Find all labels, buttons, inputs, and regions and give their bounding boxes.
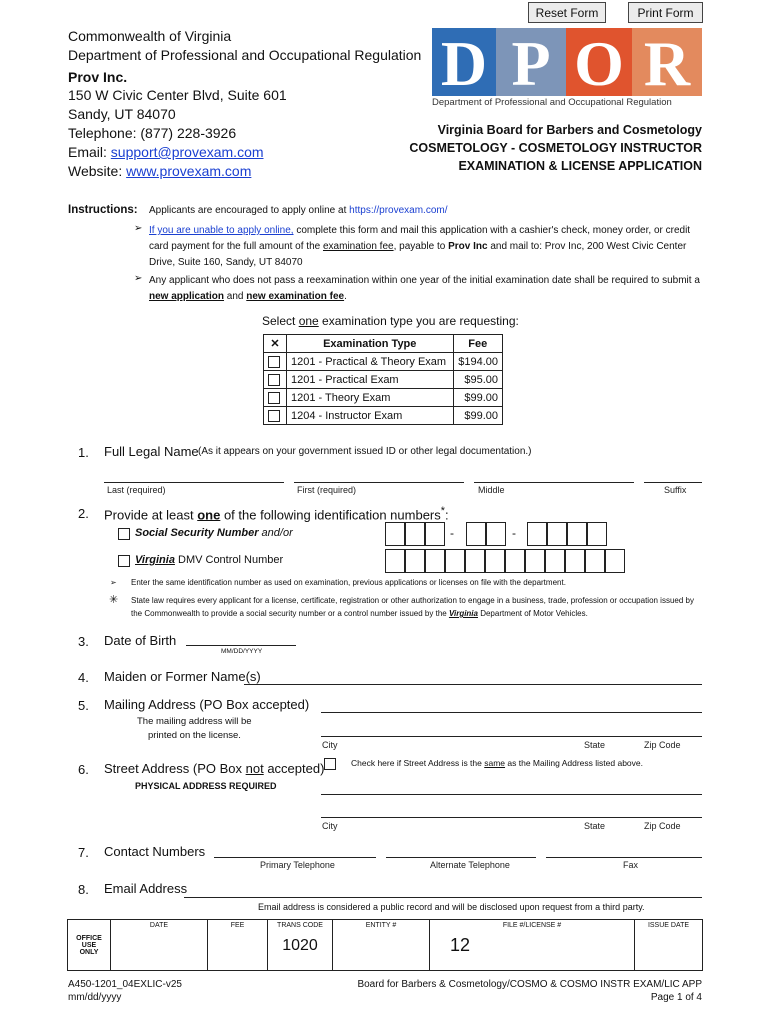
q2-star: *	[440, 505, 445, 517]
dmv-label	[135, 554, 283, 566]
q3-label: Date of Birth	[104, 633, 177, 648]
ssn-label	[135, 527, 293, 539]
dmv-digit-box[interactable]	[385, 549, 405, 573]
office-date-label: DATE	[149, 922, 169, 929]
note2-a: State law requires every applicant for a license, certificate, registration or other authorization to engage in a business, trade, profession or occupation issued by the Commonwealth to provide a social security number or a control number issued by the	[131, 596, 694, 618]
exam-checkbox-cell	[264, 353, 287, 371]
suffix-field[interactable]	[644, 482, 702, 483]
b2-fee: new examination fee	[246, 291, 345, 302]
table-row	[68, 920, 703, 971]
last-name-caption: Last (required)	[107, 485, 166, 495]
exam-checkbox-3[interactable]	[268, 392, 280, 404]
reset-form-button[interactable]: Reset Form	[528, 2, 606, 23]
exam-type-header: Examination Type	[287, 335, 454, 353]
b1-text-a: complete this form and mail this application with a cashier's check, money order, or credit card payment for the full amount of the	[149, 225, 691, 252]
q8-label: Email Address	[104, 881, 188, 896]
office-fee-cell	[208, 920, 268, 971]
provexam-link[interactable]: https://provexam.com/	[349, 205, 448, 216]
q5-label: Mailing Address (PO Box accepted)	[104, 697, 310, 712]
q5-note-2: printed on the license.	[148, 730, 241, 741]
ssn-digit-box[interactable]	[587, 522, 607, 546]
b2-text-c: .	[344, 291, 347, 302]
check-same: same	[484, 758, 506, 768]
q4-label: Maiden or Former Name(s)	[104, 669, 261, 684]
exam-fee: $95.00	[453, 371, 503, 389]
q5-note-1: The mailing address will be	[137, 716, 252, 727]
check-b: as the Mailing Address listed above.	[505, 758, 643, 768]
mailing-state-caption: State	[584, 740, 606, 750]
dmv-digit-box[interactable]	[445, 549, 465, 573]
ssn-checkbox[interactable]	[118, 528, 130, 540]
q5-number: 5.	[78, 698, 89, 713]
logo-letter-p: P	[496, 28, 566, 96]
ssn-digit-box[interactable]	[425, 522, 445, 546]
logo-letter-o: O	[566, 28, 632, 96]
q2-colon: :	[444, 507, 449, 523]
prompt-b: examination type you are requesting:	[318, 314, 519, 328]
q1-note: (As it appears on your government issued ID or other legal documentation.)	[198, 446, 532, 457]
exam-checkbox-2[interactable]	[268, 374, 280, 386]
q2-number: 2.	[78, 506, 89, 521]
email-link[interactable]: support@provexam.com	[110, 144, 264, 160]
primary-phone-field[interactable]	[214, 857, 376, 858]
q1-number: 1.	[78, 445, 89, 460]
office-label-1: OFFICE	[76, 934, 102, 942]
instructions-intro	[149, 205, 448, 216]
footer-board: Board for Barbers & Cosmetology/COSMO & COSMO INSTR EXAM/LIC APP	[357, 979, 702, 990]
q2-label-a: Provide at least	[104, 507, 198, 523]
office-use-label	[68, 920, 111, 971]
note2-virginia: Virginia	[448, 609, 478, 618]
header-website	[68, 162, 251, 181]
ssn-digit-box[interactable]	[405, 522, 425, 546]
dmv-rest: DMV Control Number	[174, 554, 284, 566]
exam-mark-header: ✕	[264, 335, 287, 353]
mailing-zip-caption: Zip Code	[644, 740, 681, 750]
street-address-field[interactable]	[321, 794, 702, 795]
q4-number: 4.	[78, 670, 89, 685]
table-row	[264, 371, 503, 389]
header-commonwealth: Commonwealth of Virginia	[68, 28, 232, 44]
office-label-2: USE	[81, 941, 97, 949]
exam-checkbox-1[interactable]	[268, 356, 280, 368]
office-entity-label: ENTITY #	[365, 922, 397, 929]
logo-letter-d: D	[432, 28, 496, 96]
logo-subtitle: Department of Professional and Occupational Regulation	[432, 97, 672, 108]
office-fee-label: FEE	[230, 922, 245, 929]
ssn-andor: and/or	[258, 527, 293, 539]
exam-select-prompt	[262, 314, 519, 328]
street-city-caption: City	[322, 821, 338, 831]
ssn-text: Social Security Number	[135, 527, 259, 539]
ssn-dash: -	[450, 526, 454, 540]
mailing-city-state-zip-field[interactable]	[321, 736, 702, 737]
dmv-checkbox[interactable]	[118, 555, 130, 567]
exam-type: 1201 - Practical & Theory Exam	[287, 353, 454, 371]
q1-label: Full Legal Name	[104, 444, 199, 459]
office-file-cell	[430, 920, 635, 971]
header-email	[68, 143, 264, 162]
exam-fee: $99.00	[453, 389, 503, 407]
q6-label-b: accepted)	[263, 761, 325, 776]
instructions-label: Instructions:	[68, 204, 138, 216]
exam-checkbox-cell	[264, 407, 287, 425]
last-name-field[interactable]	[104, 482, 284, 483]
ssn-digit-box[interactable]	[527, 522, 547, 546]
dmv-virginia: Virginia	[135, 554, 175, 566]
ssn-digit-box[interactable]	[385, 522, 405, 546]
check-a: Check here if Street Address is the	[351, 758, 485, 768]
print-form-button[interactable]: Print Form	[628, 2, 703, 23]
middle-name-field[interactable]	[474, 482, 634, 483]
ssn-dash: -	[512, 526, 516, 540]
email-field[interactable]	[184, 897, 702, 898]
title-board: Virginia Board for Barbers and Cosmetology	[437, 123, 702, 137]
q6-label-a: Street Address (PO Box	[104, 761, 246, 776]
dmv-digit-box[interactable]	[425, 549, 445, 573]
table-row	[264, 353, 503, 371]
website-link[interactable]: www.provexam.com	[126, 163, 252, 179]
logo-letter-r: R	[632, 28, 702, 96]
fax-field[interactable]	[546, 857, 702, 858]
office-label-3: ONLY	[79, 948, 99, 956]
header-address2: Sandy, UT 84070	[68, 106, 176, 122]
street-zip-caption: Zip Code	[644, 821, 681, 831]
title-application: EXAMINATION & LICENSE APPLICATION	[458, 159, 702, 173]
office-trans-cell	[268, 920, 333, 971]
street-city-state-zip-field[interactable]	[321, 817, 702, 818]
primary-phone-caption: Primary Telephone	[260, 860, 335, 870]
dob-caption: MM/DD/YYYY	[221, 648, 263, 655]
q6-number: 6.	[78, 762, 89, 777]
prompt-one: one	[298, 314, 319, 328]
ssn-digit-box[interactable]	[567, 522, 587, 546]
office-entity-cell	[333, 920, 430, 971]
q2-note-2	[131, 594, 703, 620]
b2-app: new application	[149, 291, 225, 302]
exam-table-header	[264, 335, 503, 353]
office-trans-value: 1020	[282, 937, 318, 954]
exam-checkbox-cell	[264, 389, 287, 407]
office-issue-label: ISSUE DATE	[647, 922, 690, 929]
instructions-intro-text: Applicants are encouraged to apply online at	[149, 205, 350, 216]
office-use-table	[67, 919, 703, 971]
dmv-digit-box[interactable]	[525, 549, 545, 573]
dmv-digit-box[interactable]	[485, 549, 505, 573]
dmv-digit-box[interactable]	[605, 549, 625, 573]
q3-number: 3.	[78, 634, 89, 649]
exam-fee: $194.00	[453, 353, 503, 371]
dpor-logo	[432, 28, 702, 99]
office-issue-cell	[635, 920, 703, 971]
first-name-caption: First (required)	[297, 485, 357, 495]
maiden-name-field[interactable]	[244, 684, 702, 685]
b1-text-b: , payable to	[393, 241, 449, 252]
header-telephone: Telephone: (877) 228-3926	[68, 125, 237, 141]
instructions-bullet-2	[149, 273, 702, 305]
q8-note: Email address is considered a public record and will be disclosed upon request from a third party.	[258, 902, 645, 912]
ssn-digit-box[interactable]	[466, 522, 486, 546]
bullet-arrow-icon: ➢	[134, 223, 143, 234]
dmv-digit-box[interactable]	[465, 549, 485, 573]
header-company: Prov Inc.	[68, 69, 128, 85]
note-arrow-icon: ➢	[110, 578, 117, 587]
exam-type-table	[263, 334, 503, 425]
q6-label	[104, 761, 324, 776]
exam-type: 1201 - Theory Exam	[287, 389, 454, 407]
same-address-label	[351, 758, 643, 768]
exam-type: 1204 - Instructor Exam	[287, 407, 454, 425]
asterisk-icon: ✳	[109, 594, 119, 606]
q7-number: 7.	[78, 845, 89, 860]
q8-number: 8.	[78, 882, 89, 897]
dmv-digit-box[interactable]	[545, 549, 565, 573]
b1-fee: examination fee	[322, 241, 394, 252]
office-file-value: 12	[450, 935, 471, 955]
middle-name-caption: Middle	[478, 485, 505, 495]
suffix-caption: Suffix	[664, 485, 687, 495]
bullet-arrow-icon: ➢	[134, 273, 143, 284]
alternate-phone-caption: Alternate Telephone	[430, 860, 510, 870]
first-name-field[interactable]	[294, 482, 464, 483]
ssn-digit-box[interactable]	[547, 522, 567, 546]
dmv-digit-box[interactable]	[565, 549, 585, 573]
q2-label-one: one	[197, 507, 221, 523]
q7-label: Contact Numbers	[104, 844, 206, 859]
footer-date: mm/dd/yyyy	[68, 992, 122, 1003]
b1-prov: Prov Inc	[448, 241, 488, 252]
exam-fee-header: Fee	[453, 335, 503, 353]
footer-page: Page 1 of 4	[650, 992, 702, 1003]
mailing-city-caption: City	[322, 740, 338, 750]
q2-label-b: of the following identification numbers	[220, 507, 441, 523]
exam-checkbox-cell	[264, 371, 287, 389]
office-date-cell	[111, 920, 208, 971]
website-label: Website:	[68, 163, 127, 179]
title-cosmetology: COSMETOLOGY - COSMETOLOGY INSTRUCTOR	[409, 141, 702, 155]
same-address-checkbox[interactable]	[324, 758, 336, 770]
dob-field[interactable]	[186, 645, 296, 646]
instructions-bullet-1	[149, 223, 702, 271]
q6-label-not: not	[245, 761, 264, 776]
q2-label	[104, 505, 449, 522]
prompt-a: Select	[262, 314, 299, 328]
b2-text-a: Any applicant who does not pass a reexamination within one year of the initial examination date shall be required to submit a	[149, 275, 700, 286]
office-file-label: FILE #/LICENSE #	[502, 922, 562, 929]
ssn-digit-box[interactable]	[486, 522, 506, 546]
q2-note-1: Enter the same identification number as used on examination, previous applications or licenses on file with the department.	[131, 578, 566, 587]
exam-checkbox-4[interactable]	[268, 410, 280, 422]
dmv-digit-box[interactable]	[405, 549, 425, 573]
office-trans-label: TRANS CODE	[277, 922, 323, 929]
mailing-address-field[interactable]	[321, 712, 702, 713]
exam-fee: $99.00	[453, 407, 503, 425]
header-department: Department of Professional and Occupational Regulation	[68, 47, 422, 63]
table-row	[264, 407, 503, 425]
header-address1: 150 W Civic Center Blvd, Suite 601	[68, 87, 287, 103]
table-row	[264, 389, 503, 407]
note2-b: Department of Motor Vehicles.	[477, 609, 588, 618]
dmv-digit-box[interactable]	[505, 549, 525, 573]
fax-caption: Fax	[623, 860, 639, 870]
street-state-caption: State	[584, 821, 606, 831]
exam-type: 1201 - Practical Exam	[287, 371, 454, 389]
b2-text-b: and	[224, 291, 247, 302]
alternate-phone-field[interactable]	[386, 857, 536, 858]
footer-form-code: A450-1201_04EXLIC-v25	[68, 979, 182, 990]
dmv-digit-box[interactable]	[585, 549, 605, 573]
apply-online-link[interactable]: If you are unable to apply online,	[149, 225, 294, 236]
email-label: Email:	[68, 144, 111, 160]
physical-address-required: PHYSICAL ADDRESS REQUIRED	[135, 781, 277, 791]
b1-text-c: and mail to: Prov Inc, 200 West Civic Center Drive, Suite 160, Sandy, UT 84070	[149, 241, 687, 268]
